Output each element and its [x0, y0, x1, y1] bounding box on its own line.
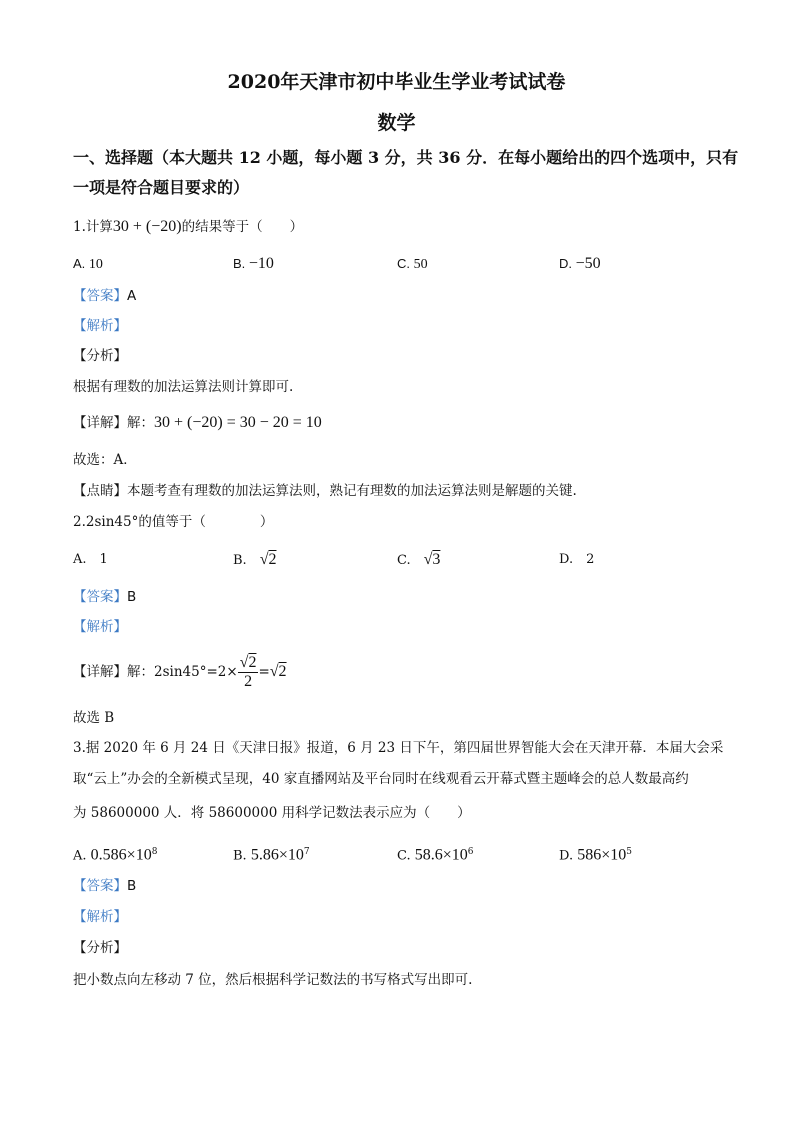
q1-dianjing: 【点睛】本题考查有理数的加法运算法则，熟记有理数的加法运算法则是解题的关键.	[73, 483, 577, 499]
q1-conclusion: 故选：A．	[73, 452, 137, 468]
q3-fenxi-text: 把小数点向左移动 7 位，然后根据科学记数法的书写格式写出即可.	[73, 972, 473, 988]
q2-answer: 【答案】B	[73, 589, 137, 605]
question-3-line2: 取“云上”办会的全新模式呈现，40 家直播网站及平台同时在线观看云开幕式暨主题峰会的总人数最高约	[73, 771, 689, 787]
q2-conclusion: 故选 B	[73, 710, 115, 726]
q3-option-a: A. $0.586\times 10^8$	[73, 846, 158, 864]
question-3-line1: 3.据 2020 年 6 月 24 日《天津日报》报道，6 月 23 日下午，第四届世界智能大会在天津开幕．本届大会采	[73, 740, 724, 756]
page-title: 2020年天津市初中毕业生学业考试试卷	[227, 71, 566, 93]
q3-option-b: B. $5.86\times 10^7$	[233, 846, 310, 864]
question-2: 2.2sin45°的值等于（ ）	[73, 514, 274, 530]
q1-option-b: B. −10	[233, 255, 274, 272]
q1-option-d: D. −50	[559, 255, 601, 272]
fraction: $\frac{√2}{2}$	[239, 654, 257, 690]
question-3-line3: 为 58600000 人．将 58600000 用科学记数法表示应为（ ）	[73, 805, 471, 821]
q2-option-b: B. √2	[233, 551, 277, 568]
q1-prefix: 1.计算	[73, 219, 113, 235]
q1-suffix: 的结果等于（ ）	[181, 219, 304, 235]
q2-detail: 【详解】解：2sin45°=2× $\frac{√2}{2}$ =√2	[73, 654, 287, 690]
q3-option-d: D. $586\times 10^5$	[559, 846, 632, 864]
question-1	[73, 217, 303, 237]
q3-analysis-label: 【解析】	[73, 909, 127, 925]
q1-option-c: C. 50	[397, 256, 428, 272]
q3-fenxi-label: 【分析】	[73, 940, 127, 956]
section-heading-cont: 一项是符合题目要求的）	[73, 178, 250, 197]
q2-analysis-label: 【解析】	[73, 619, 127, 635]
q1-option-a: A. 10	[73, 256, 103, 272]
q1-analysis-label: 【解析】	[73, 318, 127, 334]
q3-answer: 【答案】B	[73, 878, 137, 894]
q1-fenxi-label: 【分析】	[73, 348, 127, 364]
q1-detail: 【详解】解：30 + (−20) = 30 − 20 = 10	[73, 414, 322, 431]
q2-option-c: C. √3	[397, 551, 441, 568]
q1-fenxi-text: 根据有理数的加法运算法则计算即可.	[73, 379, 294, 395]
q1-expr: 30 + (−20)	[112, 218, 182, 235]
subject-title: 数学	[377, 112, 416, 134]
q2-option-d: D. 2	[559, 552, 595, 567]
section-heading: 一、选择题（本大题共 12 小题，每小题 3 分，共 36 分．在每小题给出的四个选项中，只有	[73, 148, 739, 167]
q2-option-a: A. 1	[73, 552, 108, 567]
q3-option-c: C. $58.6\times 10^6$	[397, 846, 474, 864]
q1-answer: 【答案】A	[73, 288, 137, 304]
